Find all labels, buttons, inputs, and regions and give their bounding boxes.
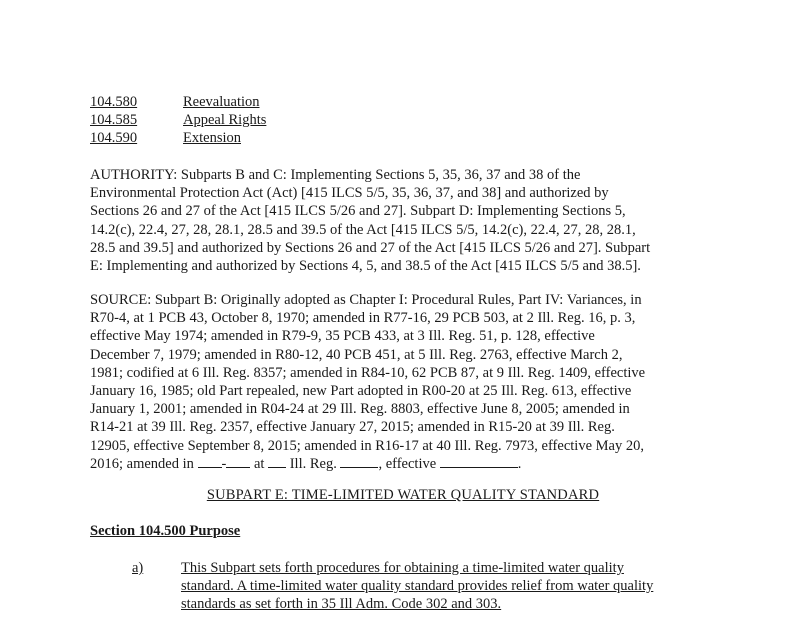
authority-line: Environmental Protection Act (Act) [415 ILCS 5/5, 35, 36, 37, and 38] and authorized by (90, 185, 609, 202)
item-line: standard. A time-limited water quality standard provides relief from water quality (181, 578, 654, 595)
source-line: 12905, effective September 8, 2015; amended in R16-17 at 40 Ill. Reg. 7973, effective May 20, (90, 437, 644, 454)
toc-row (90, 129, 266, 147)
source-line: December 7, 1979; amended in R80-12, 40 PCB 451, at 5 Ill. Reg. 2763, effective March 2, (90, 346, 623, 363)
toc-section-number: 104.580 (90, 94, 138, 110)
authority-line: AUTHORITY: Subparts B and C: Implementing Sections 5, 35, 36, 37 and 38 of the (90, 167, 581, 183)
blank-field (440, 455, 518, 468)
source-line: January 16, 1985; old Part repealed, new Part adopted in R00-20 at 25 Ill. Reg. 613, effective (90, 383, 632, 400)
toc-row (90, 93, 266, 111)
source-line: January 1, 2001; amended in R04-24 at 29 Ill. Reg. 8803, effective June 8, 2005; amended in (90, 401, 630, 418)
source-line: R70-4, at 1 PCB 43, October 8, 1970; amended in R77-16, 29 PCB 503, at 2 Ill. Reg. 16, p. 3, (90, 310, 636, 327)
blank-field (198, 455, 222, 468)
item-line: standards as set forth in 35 Ill Adm. Code 302 and 303. (181, 596, 502, 613)
toc-section-title: Appeal Rights (183, 112, 267, 128)
item-text (181, 559, 653, 614)
source-text: , effective (378, 455, 440, 472)
source-line: R14-21 at 39 Ill. Reg. 2357, effective January 27, 2015; amended in R15-20 at 39 Ill. Reg. (90, 419, 615, 436)
source-text: 2016; amended in (90, 455, 198, 472)
authority-line: E: Implementing and authorized by Sections 4, 5, and 38.5 of the Act [415 ILCS 5/5 and 38.5]. (90, 258, 641, 275)
item-line: This Subpart sets forth procedures for obtaining a time-limited water quality (181, 560, 624, 576)
authority-line: Sections 26 and 27 of the Act [415 ILCS 5/26 and 27]. Subpart D: Implementing Sections 5, (90, 203, 626, 220)
authority-line: 14.2(c), 22.4, 27, 28, 28.1, 28.5 and 39.5 of the Act [415 ILCS 5/5, 14.2(c), 22.4, 27, 28, 28.1, (90, 221, 636, 238)
toc-section-title: Extension (183, 130, 241, 146)
source-text: - (221, 455, 227, 472)
source-text: at (250, 455, 269, 472)
source-line: SOURCE: Subpart B: Originally adopted as Chapter I: Procedural Rules, Part IV: Variances, in (90, 292, 642, 308)
source-line: effective May 1974; amended in R79-9, 35 PCB 433, at 3 Ill. Reg. 51, p. 128, effective (90, 328, 595, 345)
toc-section-number: 104.590 (90, 130, 138, 146)
source-paragraph (90, 291, 712, 473)
blank-field (340, 455, 378, 468)
blank-field (226, 455, 250, 468)
subpart-heading: SUBPART E: TIME-LIMITED WATER QUALITY STANDARD (206, 487, 600, 503)
table-of-contents (90, 93, 266, 147)
source-text: Ill. Reg. (286, 455, 341, 472)
source-text: . (517, 455, 522, 472)
section-heading: Section 104.500 Purpose (90, 523, 241, 539)
authority-line: 28.5 and 39.5] and authorized by Sections 26 and 27 of the Act [415 ILCS 5/26 and 27]. Subpart (90, 239, 651, 256)
toc-section-title: Reevaluation (183, 94, 260, 110)
toc-row (90, 111, 266, 129)
item-label: a) (132, 560, 144, 576)
blank-field (268, 455, 286, 468)
authority-paragraph (90, 166, 712, 275)
source-line: 1981; codified at 6 Ill. Reg. 8357; amended in R84-10, 62 PCB 87, at 9 Ill. Reg. 1409, effective (90, 364, 646, 381)
source-last-line (90, 455, 712, 473)
toc-section-number: 104.585 (90, 112, 138, 128)
